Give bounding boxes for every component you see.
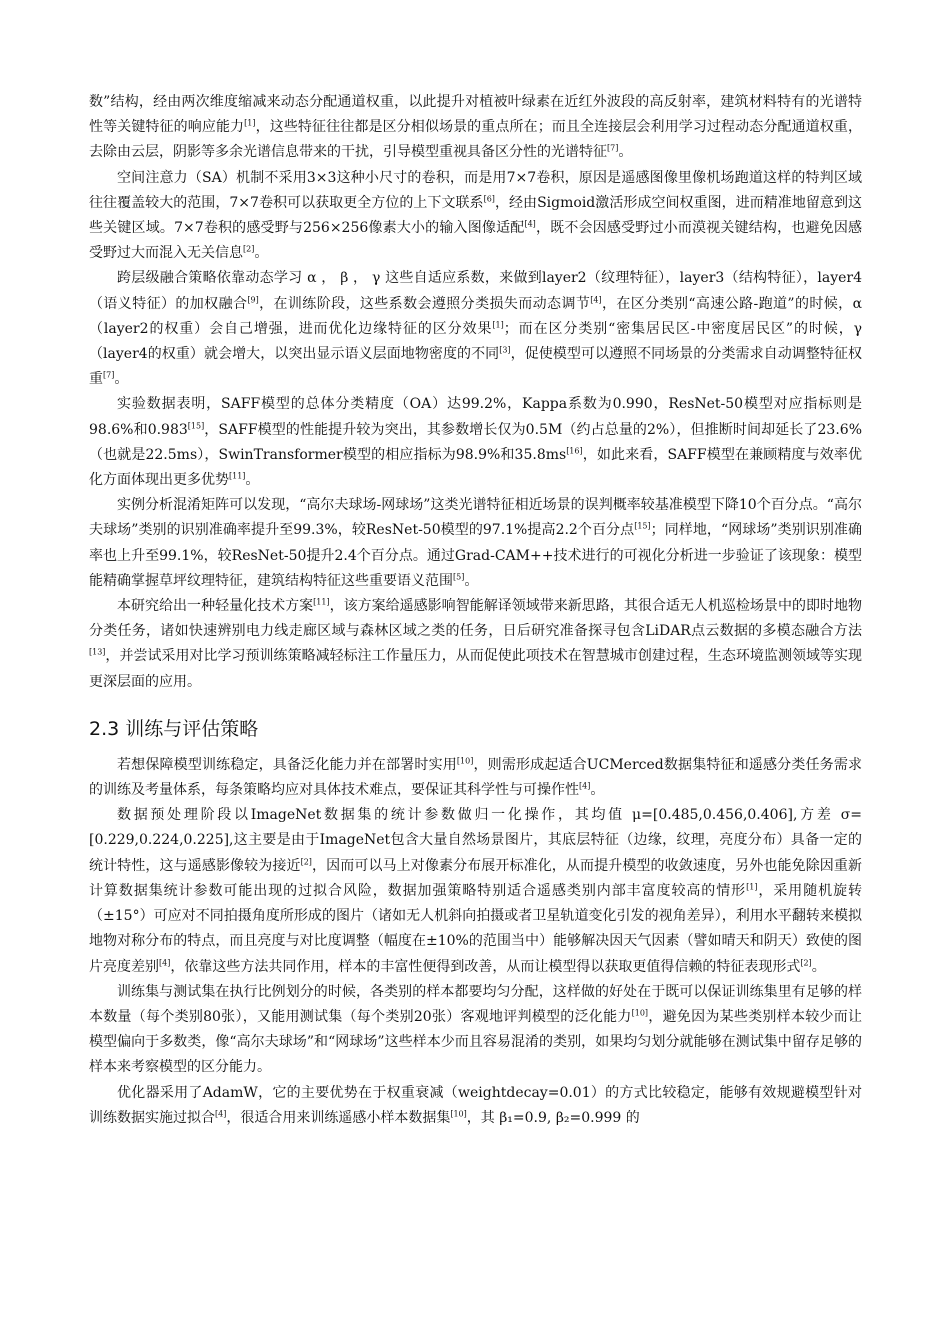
paragraph-text: ，其 β₁=0.9, β₂=0.999 的 [466, 1109, 640, 1126]
citation-ref: [4] [215, 1109, 227, 1119]
citation-ref: [1] [244, 118, 256, 128]
paragraph [89, 594, 862, 695]
citation-ref: [4] [159, 957, 171, 967]
paragraph-text: ，SAFF模型的性能提升较为突出，其参数增长仅为0.5M（约占总量的2%），但推断时间却延长了23.6%（也就是22.5ms），SwinTransformer模型的相应指标为98.9%和35.8ms [89, 421, 862, 463]
paragraph [89, 803, 862, 979]
paragraph-text: ，则需形成起适合UCMerced数据集特征和遥感分类任务需求的训练及考量体系，每条策略均应对具体技术难点，要保证其科学性与可操作性 [89, 756, 863, 799]
paragraph-text: 实验数据表明，SAFF模型的总体分类精度（OA）达99.2%，Kappa系数为0.990，ResNet-50模型对应指标则是98.6%和0.983 [89, 396, 862, 438]
paragraph-text: ，在训练阶段，这些系数会遵照分类损失而动态调节 [258, 295, 591, 312]
paragraph-text: 。 [245, 472, 260, 489]
section-heading: 2.3 训练与评估策略 [89, 717, 259, 740]
paragraph-text: 优化器采用了AdamW，它的主要优势在于权重衰减（weightdecay=0.01）的方式比较稳定，能够有效规避模型针对训练数据实施过拟合 [89, 1084, 862, 1126]
citation-ref: [1] [746, 882, 758, 892]
paragraph [89, 493, 862, 594]
paragraph-text: ，依靠这些方法共同作用，样本的丰富性便得到改善，从而让模型得以获取更值得信赖的特征表现形式 [170, 958, 801, 975]
paragraph-text: ，既不会因感受野过小而漠视关键结构，也避免因感受野过大而混入无关信息 [89, 220, 863, 262]
citation-ref: [4] [590, 294, 602, 304]
citation-ref: [2] [300, 857, 312, 867]
citation-ref: [2] [800, 957, 812, 967]
paragraph-text: 本研究给出一种轻量化技术方案 [117, 598, 314, 615]
citation-ref: [15] [634, 521, 651, 531]
citation-ref: [7] [103, 370, 115, 380]
paragraph-text: 若想保障模型训练稳定，具备泛化能力并在部署时实用 [117, 756, 457, 773]
paragraph-text: ，很适合用来训练遥感小样本数据集 [226, 1109, 451, 1126]
paragraph-text: ，因而可以马上对像素分布展开标准化，从而提升模型的收敛速度，另外也能免除因重新计算数据集统计参数可能出现的过拟合风险，数据加强策略特别适合遥感类别内部丰富度较高的情形 [89, 857, 863, 899]
document-page [89, 90, 862, 1131]
paragraph-text: ，如此来看，SAFF模型在兼顾精度与效率优化方面体现出更多优势 [89, 446, 862, 489]
paragraph-text: 跨层级融合策略依靠动态学习 α ， β ， γ 这些自适应系数，来做到layer2（纹理特征），layer3（结构特征），layer4（语义特征）的加权融合 [89, 270, 862, 312]
paragraph-text: ，经由Sigmoid激活形成空间权重图，进而精准地留意到这些关键区域。7×7卷积的感受野与256×256像素大小的输入图像适配 [89, 194, 862, 237]
citation-ref: [11] [229, 471, 246, 481]
citation-ref: [6] [483, 194, 495, 204]
paragraph [89, 266, 862, 392]
paragraph [89, 90, 862, 166]
paragraph-text: ，在区分类别“高速公路-跑道”的时候，α（layer2的权重）会自己增强，进而优化边缘特征的区分效果 [89, 295, 863, 337]
citation-ref: [4] [524, 219, 536, 229]
paragraph [89, 1081, 862, 1131]
citation-ref: [2] [243, 244, 255, 254]
citation-ref: [13] [89, 647, 106, 657]
section-body-bottom [89, 753, 862, 1131]
paragraph [89, 753, 862, 803]
citation-ref: [4] [579, 781, 591, 791]
paragraph-text: 。 [114, 371, 129, 388]
paragraph-text: ，这些特征往往都是区分相似场景的重点所在；而且全连接层会利用学习过程动态分配通道权重，去除由云层，阴影等多余光谱信息带来的干扰，引导模型重视具备区分性的光谱特征 [89, 119, 863, 161]
paragraph-text: ，避免因为某些类别样本较少而让模型偏向于多数类，像“高尔夫球场”和“网球场”这些样本少而且容易混淆的类别，如果均匀划分就能够在测试集中留存足够的样本来考察模型的区分能力。 [89, 1008, 862, 1076]
citation-ref: [1] [492, 320, 504, 330]
paragraph-text: 。 [590, 782, 605, 799]
section-body-top [89, 90, 862, 695]
paragraph-text: 数”结构，经由两次维度缩减来动态分配通道权重，以此提升对植被叶绿素在近红外波段的高反射率，建筑材料特有的光谱特性等关键特征的响应能力 [89, 94, 862, 136]
paragraph-text: 训练集与测试集在执行比例划分的时候，各类别的样本都要均匀分配，这样做的好处在于既可以保证训练集里有足够的样本数量（每个类别80张），又能用测试集（每个类别20张）客观地评判模型的泛化能力 [89, 983, 862, 1025]
citation-ref: [10] [456, 756, 474, 766]
paragraph-text: 数据预处理阶段以ImageNet数据集的统计参数做归一化操作，其均值 μ=[0.485,0.456,0.406],方差 σ=[0.229,0.224,0.225],这主要是由于ImageNet包含大量自然场景图片，其底层特征（边缘，纹理，亮度分布）具备一定的统计特性，这与遥感影像较为接近 [89, 807, 862, 874]
paragraph-text: ，促使模型可以遵照不同场景的分类需求自动调整特征权重 [89, 346, 863, 388]
paragraph-text: 。 [811, 958, 826, 975]
paragraph-text: ，并尝试采用对比学习预训练策略减轻标注工作量压力，从而促使此项技术在智慧城市创建过程，生态环境监测领域等实现更深层面的应用。 [89, 648, 862, 690]
citation-ref: [5] [453, 572, 465, 582]
paragraph-text: ；同样地，“网球场”类别识别准确率也上升至99.1%，较ResNet-50提升2.4个百分点。通过Grad-CAM++技术进行的可视化分析进一步验证了该现象：模型能精确掌握草坪纹理特征，建筑结构特征这些重要语义范围 [89, 522, 862, 589]
citation-ref: [9] [247, 294, 259, 304]
paragraph-text: ，该方案给遥感影响智能解译领域带来新思路，其很合适无人机巡检场景中的即时地物分类任务，诸如快速辨别电力线走廊区域与森林区域之类的任务，日后研究准备探寻包含LiDAR点云数据的多模态融合方法 [89, 598, 862, 640]
citation-ref: [15] [187, 420, 205, 430]
citation-ref: [10] [631, 1008, 649, 1018]
citation-ref: [11] [313, 597, 330, 607]
citation-ref: [7] [607, 143, 619, 153]
paragraph [89, 166, 862, 267]
paragraph-text: 。 [464, 572, 479, 589]
paragraph-text: 。 [618, 144, 633, 161]
paragraph [89, 392, 862, 493]
citation-ref: [16] [566, 446, 583, 456]
paragraph-text: 实例分析混淆矩阵可以发现，“高尔夫球场-网球场”这类光谱特征相近场景的误判概率较基准模型下降10个百分点。“高尔夫球场”类别的识别准确率提升至99.3%，较ResNet-50模型的97.1%提高2.2个百分点 [89, 497, 862, 539]
paragraph-text: 。 [254, 245, 269, 262]
citation-ref: [10] [450, 1109, 467, 1119]
paragraph-text: 空间注意力（SA）机制不采用3×3这种小尺寸的卷积，而是用7×7卷积，原因是遥感图像里像机场跑道这样的特判区域往往覆盖较大的范围，7×7卷积可以获取更全方位的上下文联系 [89, 169, 862, 211]
citation-ref: [3] [499, 345, 511, 355]
paragraph [89, 980, 862, 1081]
paragraph-text: ，采用随机旋转（±15°）可应对不同拍摄角度所形成的图片（诸如无人机斜向拍摄或者卫星轨道变化引发的视角差异），利用水平翻转来模拟地物对称分布的特点，而且亮度与对比度调整（幅度在±10%的范围当中）能够解决因天气因素（譬如晴天和阴天）致使的图片亮度差别 [89, 882, 863, 975]
paragraph-text: ；而在区分类别“密集居民区-中密度居民区”的时候，γ（layer4的权重）就会增大，以突出显示语义层面地物密度的不同 [89, 320, 862, 363]
